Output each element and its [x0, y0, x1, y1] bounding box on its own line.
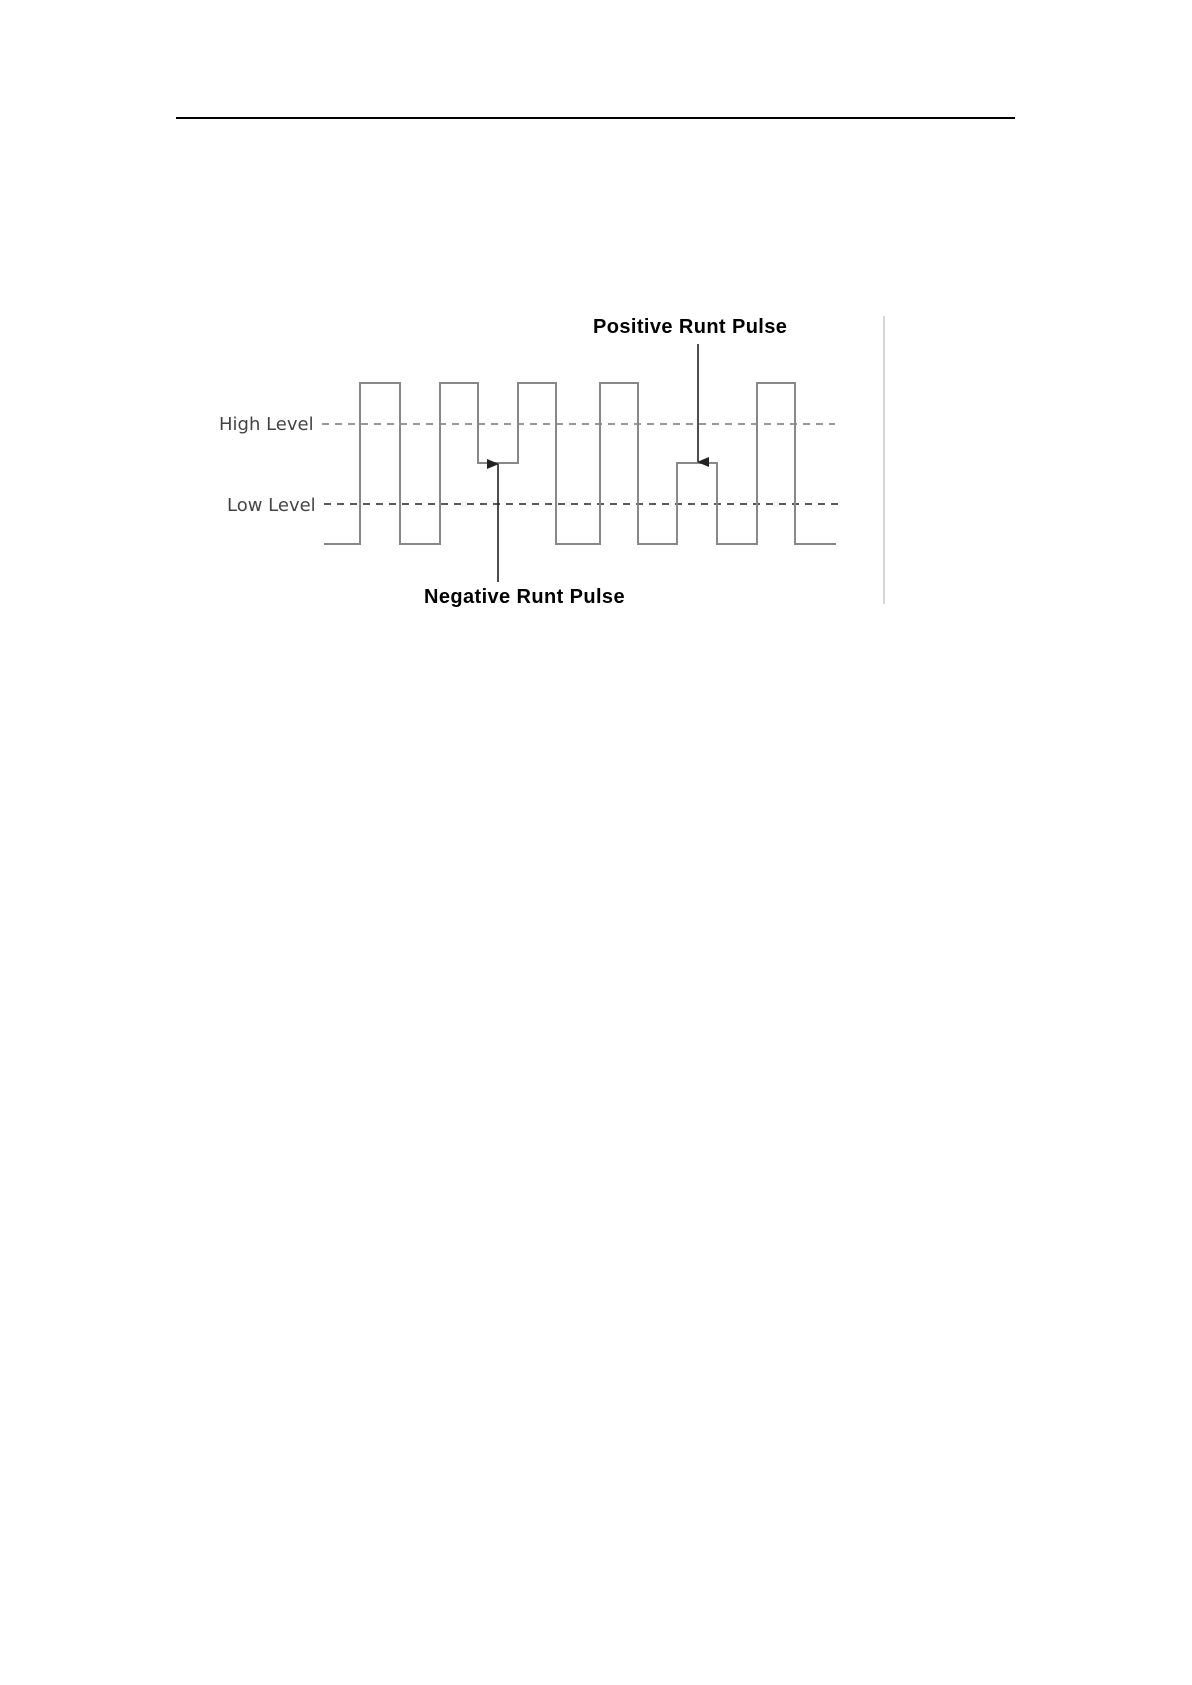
- low-level-label: Low Level: [227, 495, 316, 516]
- header-rule: [176, 117, 1015, 119]
- high-level-label: High Level: [219, 414, 314, 435]
- runt-pulse-diagram: [200, 300, 900, 620]
- runt-pulse-svg: [200, 300, 900, 620]
- negative-runt-label: Negative Runt Pulse: [424, 586, 625, 608]
- waveform: [324, 383, 836, 544]
- positive-runt-label: Positive Runt Pulse: [593, 316, 788, 338]
